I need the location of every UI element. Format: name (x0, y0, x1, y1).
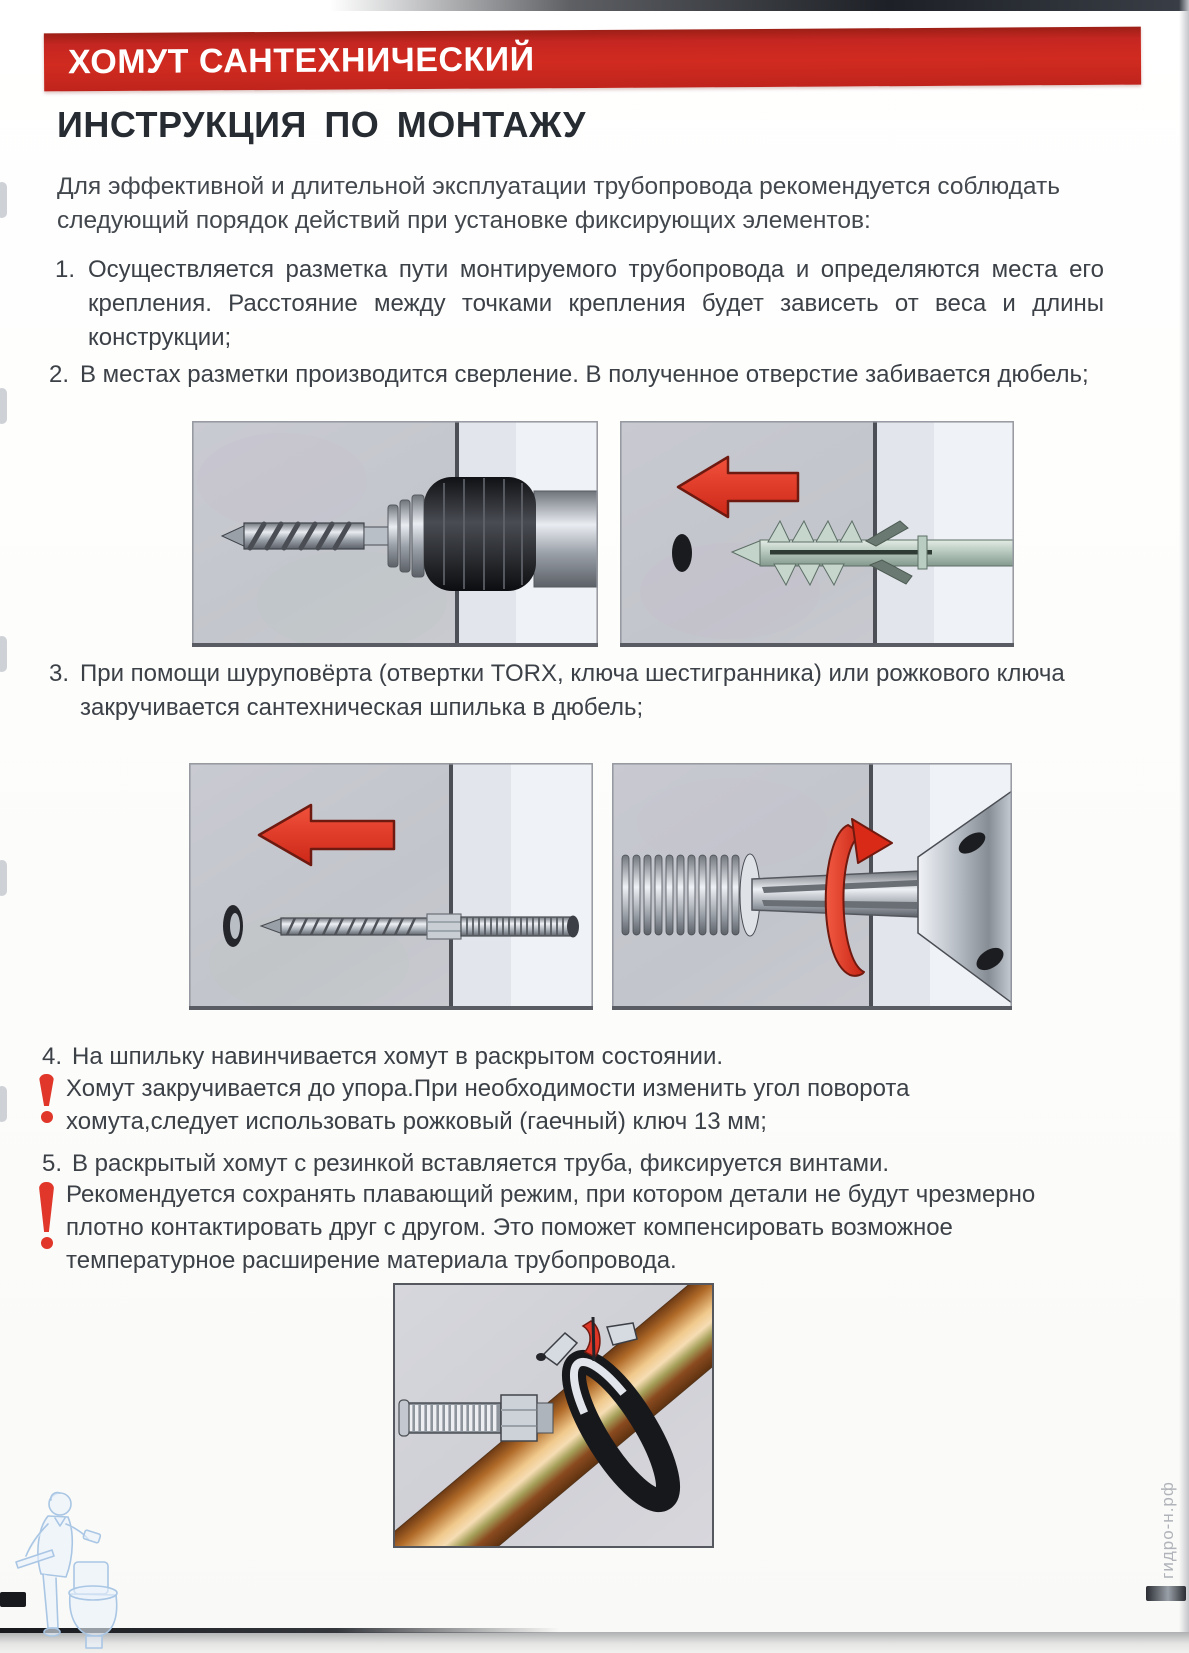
step-number: 3. (49, 660, 70, 687)
intro-paragraph: Для эффективной и длительной эксплуатации трубопровода рекомендуется соблюдать следующий порядок действий при установке фиксирующих элементов: (57, 173, 1060, 234)
scan-artifact-nub-right (1146, 1586, 1186, 1601)
scan-artifact-right-edge (1179, 0, 1189, 1653)
figure-stud-screwdriving (612, 763, 1012, 1010)
step-text: В местах разметки производится сверление. В полученное отверстие забивается дюбель; (80, 361, 1089, 388)
plumber-logo-watermark (8, 1476, 120, 1653)
figure-stud-toward-hole (189, 763, 593, 1010)
product-banner-label: ХОМУТ САНТЕХНИЧЕСКИЙ (67, 40, 535, 82)
figure-dowel-into-hole (620, 421, 1014, 647)
binder-mark (0, 860, 7, 896)
washer-ring (223, 905, 243, 947)
scan-artifact-top (330, 0, 1189, 11)
warning-exclamation-icon (39, 1074, 55, 1123)
step-number: 5. (42, 1150, 63, 1177)
binder-mark (0, 182, 7, 218)
binder-mark (0, 636, 7, 672)
warning-text: Рекомендуется сохранять плавающий режим, при котором детали не будут чрезмерно плотно контактировать друг с другом. Это поможет компенсировать возможное температурное расширение материала трубопровода. (66, 1181, 1036, 1274)
sanitary-stud (261, 914, 579, 939)
scan-artifact-bottom-band (0, 1632, 1189, 1653)
step-text: Осуществляется разметка пути монтируемого трубопровода и определяются места его крепления. Расстояние между точками крепления будет зависеть от веса и длины конструкции; (88, 256, 1104, 351)
step-number: 2. (49, 361, 70, 388)
figure-drill-into-wall (192, 421, 598, 647)
site-watermark-text: гидро-н.рф (1158, 1481, 1177, 1579)
step-number: 1. (55, 256, 76, 283)
warning-exclamation-icon (39, 1182, 55, 1249)
binder-mark (0, 388, 7, 424)
step-number: 4. (42, 1043, 63, 1070)
product-banner (44, 27, 1141, 92)
page-title: ИНСТРУКЦИЯ ПО МОНТАЖУ (57, 104, 586, 145)
step-text: При помощи шуруповёрта (отвертки TORX, ключа шестигранника) или рожкового ключа закручивается сантехническая шпилька в дюбель; (80, 660, 1065, 721)
drill-bit (222, 523, 388, 549)
warning-text: Хомут закручивается до упора.При необходимости изменить угол поворота хомута,следует использовать рожковый (гаечный) ключ 13 мм; (66, 1075, 910, 1135)
binder-mark (0, 1086, 7, 1122)
step-text: В раскрытый хомут с резинкой вставляется труба, фиксируется винтами. (72, 1150, 890, 1177)
figure-clamp-on-copper-pipe (393, 1283, 714, 1548)
drilled-hole (672, 534, 692, 572)
step-text: На шпильку навинчивается хомут в раскрытом состоянии. (72, 1043, 724, 1070)
